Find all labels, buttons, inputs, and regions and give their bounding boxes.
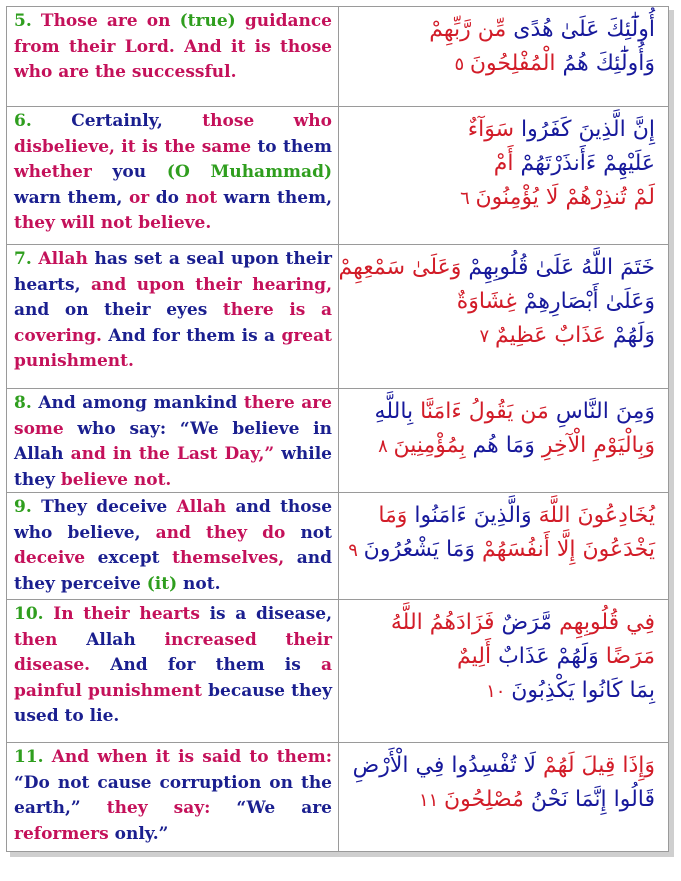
verse-row-8 [6,388,669,492]
arabic-segment: أَلِيمٌ [456,644,492,669]
translation-segment: deceive [14,548,86,568]
translation-segment: is a disease, [199,604,332,624]
ayah-marker: ٦ [460,188,476,209]
arabic-line [349,499,655,533]
translation-segment: they say: [106,798,211,818]
arabic-segment: مِّن رَّبِّهِمْ [429,17,507,42]
arabic-line [349,395,655,429]
translation-segment: Those are on [40,11,180,31]
ayah-marker: ١١ [418,790,445,811]
translation-segment: warn them, [217,187,332,208]
english-translation [14,391,332,493]
arabic-segment: وَمِنَ النَّاسِ [548,399,655,424]
translation-segment: and they perceive [14,548,332,594]
translation-segment: “We are [210,798,332,818]
verse-number: 11. [14,747,44,767]
ayah-marker: ٧ [479,326,495,347]
arabic-segment: أَمْ [493,151,514,176]
arabic-segment: أُولَٰٓئِكَ عَلَىٰ هُدًى [506,17,655,42]
translation-segment: not [285,522,332,543]
verse-row-6 [6,106,669,244]
translation-segment: guidance from their Lord. And it is those who are the successful. [14,11,332,82]
translation-segment: great punishment. [14,325,332,371]
translation-segment: who say: “We believe in Allah [14,418,332,464]
translation-segment: because they used to lie. [14,680,332,726]
ayah-marker: ٨ [378,436,394,457]
translation-segment: And when it is said to them: [51,747,332,767]
translation-segment: or [128,187,150,208]
translation-segment: Allah [57,629,165,650]
translation-segment: it is the same [114,136,258,157]
arabic-line [349,13,655,47]
translation-segment: then [14,629,58,650]
arabic-line [349,429,655,464]
english-translation [14,247,332,375]
arabic-line [349,674,655,709]
arabic-segment: مُصْلِحُونَ [444,787,524,812]
arabic-segment: وَمَا هُم [465,433,542,458]
verse-number: 10. [14,604,44,624]
arabic-segment: بِاللَّهِ [374,399,421,424]
arabic-line [349,783,655,818]
arabic-segment: عَلَيْهِمْ ءَأَنذَرْتَهُمْ [513,151,655,176]
verse-number: 8. [14,393,32,413]
translation-segment: there is a covering. [14,300,332,346]
arabic-segment: غِشَاوَةٌ [456,289,517,314]
translation-segment: not [185,187,218,208]
translation-segment: They deceive [41,497,177,517]
arabic-segment: مَّرَضٌ [501,610,553,635]
translation-segment: except [85,548,173,568]
translation-segment: and on their eyes [14,300,223,320]
arabic-segment: قَالُوا إِنَّمَا نَحْنُ [523,787,655,812]
verse-row-9 [6,492,669,599]
arabic-text [338,389,669,492]
english-translation [14,109,332,237]
arabic-line [349,47,655,82]
translation-segment: and those who believe, [14,497,333,543]
translation-segment: there are some [14,393,332,439]
ayah-marker: ٥ [454,54,470,75]
arabic-text [338,600,669,742]
translation-segment: increased their disease. [14,629,333,675]
arabic-segment: خَتَمَ اللَّهُ عَلَىٰ قُلُوبِهِمْ [461,255,655,280]
page-shadow-bottom [10,852,674,857]
translation-segment: In their hearts [53,604,200,624]
arabic-text [338,245,669,388]
arabic-line [349,181,655,216]
arabic-segment: بِمَا كَانُوا يَكْذِبُونَ [511,678,655,703]
translation-segment: while they [14,444,332,490]
arabic-segment: لَمْ تُنذِرْهُمْ [558,185,655,210]
arabic-line [349,606,655,640]
translation-segment: you [91,162,167,182]
arabic-segment: فَزَادَهُمُ اللَّهُ [390,610,502,635]
english-translation [14,602,332,730]
translation-segment: And among mankind [38,393,244,413]
english-translation [14,745,332,847]
arabic-line [349,533,655,568]
arabic-line [349,285,655,319]
arabic-segment: وَلَهُمْ عَذَابٌ [491,644,606,669]
arabic-segment: الْمُفْلِحُونَ [469,51,556,76]
translation-segment: and upon their hearing, [91,274,332,295]
translation-segment: (O Muhammad) [166,162,332,182]
verse-row-7 [6,244,669,388]
arabic-segment: لَا يُؤْمِنُونَ [475,185,559,210]
translation-segment: (true) [179,11,236,31]
arabic-segment: عَذَابٌ عَظِيمٌ [494,323,606,348]
verse-number: 5. [14,11,32,31]
arabic-segment: وَلَهُمْ [605,323,655,348]
english-translation [14,495,332,597]
verse-number: 9. [14,497,32,517]
translation-segment: not. [177,573,221,594]
ayah-marker: ١٠ [486,681,512,702]
arabic-segment: فِي قُلُوبِهِم [552,610,655,635]
arabic-segment: وَمَا [378,503,415,528]
arabic-segment: وَبِالْيَوْمِ الْآخِرِ [541,433,655,458]
arabic-text [338,7,669,106]
translation-segment: do [149,187,186,208]
verse-row-11 [6,742,669,852]
arabic-segment: وَأُولَٰٓئِكَ هُمُ [555,51,655,76]
arabic-segment: يَخْدَعُونَ إِلَّا أَنفُسَهُمْ [475,537,655,562]
arabic-segment: سَوَآءٌ [467,117,515,142]
arabic-line [349,319,655,354]
translation-segment: “Do not cause corruption on the earth,” [14,772,332,818]
translation-segment: warn them, [14,187,129,208]
arabic-line [349,749,655,783]
arabic-segment: مَرَضًا [605,644,655,669]
arabic-segment: يُخَادِعُونَ اللَّهَ [531,503,655,528]
translation-segment: themselves, [172,548,285,568]
arabic-segment: مَن يَقُولُ ءَامَنَّا [420,399,549,424]
translation-segment: only.” [108,823,169,844]
arabic-line [349,113,655,147]
page-shadow-right [669,10,674,856]
translation-segment: And for them is [90,655,321,675]
verse-row-5 [6,7,669,106]
translation-segment: those who disbelieve, [14,111,332,157]
translation-segment: believe not. [60,469,172,490]
arabic-text [338,107,669,244]
arabic-line [338,251,655,285]
translation-segment: whether [14,162,92,182]
translation-segment: to them [257,136,332,157]
verse-row-10 [6,599,669,742]
arabic-segment: وَالَّذِينَ ءَامَنُوا [414,503,532,528]
ayah-marker: ٩ [348,540,364,561]
arabic-segment: وَعَلَىٰ أَبْصَارِهِمْ [516,289,655,314]
arabic-text [338,743,669,852]
verse-number: 7. [14,249,32,269]
translation-segment: Allah [38,249,88,269]
translation-segment: has set a seal upon their hearts, [14,249,332,295]
arabic-segment: وَإِذَا قِيلَ لَهُمْ [536,753,655,778]
translation-segment: And for them is a [101,325,282,346]
arabic-line [349,640,655,674]
translation-segment: and they do [155,522,286,543]
arabic-segment: وَمَا يَشْعُرُونَ [363,537,476,562]
translation-segment: and in the Last Day,” [70,444,275,464]
arabic-segment: إِنَّ الَّذِينَ كَفَرُوا [514,117,655,142]
english-translation [14,9,332,86]
arabic-text [338,493,669,599]
translation-segment: reformers [14,823,109,844]
arabic-segment: بِمُؤْمِنِينَ [393,433,466,458]
arabic-segment: لَا تُفْسِدُوا فِي الْأَرْضِ [352,753,537,778]
arabic-line [349,147,655,181]
translation-segment: Certainly, [71,111,203,131]
arabic-segment: وَعَلَىٰ سَمْعِهِمْ [338,255,462,280]
translation-segment: (it) [146,573,178,594]
translation-segment: a painful punishment [14,655,332,701]
translation-segment: Allah [176,497,227,517]
verse-number: 6. [14,111,32,131]
translation-segment: they will not believe. [14,213,212,233]
